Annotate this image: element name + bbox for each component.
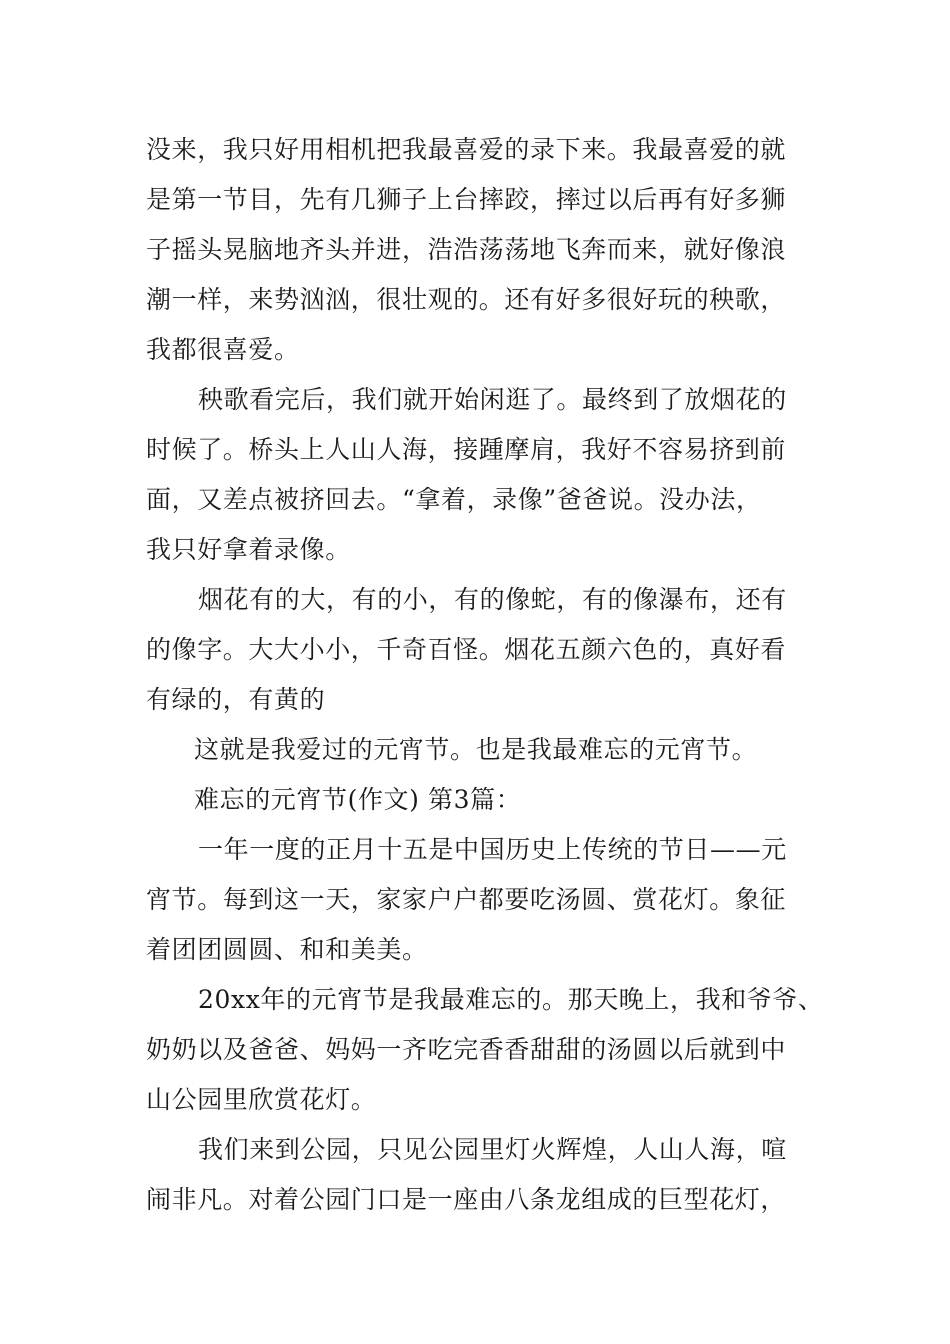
text-line: 我都很喜爱。 [146,335,300,364]
text-line: 我只好拿着录像。 [146,535,351,564]
text-line: 子摇头晃脑地齐头并进，浩浩荡荡地飞奔而来，就好像浪 [146,235,787,264]
text-line: 着团团圆圆、和和美美。 [146,935,428,964]
paragraph-start-line: 我们来到公园，只见公园里灯火辉煌，人山人海，喧 [198,1135,787,1164]
text-line: 时候了。桥头上人山人海，接踵摩肩，我好不容易挤到前 [146,435,787,464]
text-line: 是第一节目，先有几狮子上台摔跤，摔过以后再有好多狮 [146,185,787,214]
paragraph-start-line: 20xx年的元宵节是我最难忘的。那天晚上，我和爷爷、 [198,985,824,1014]
paragraph-start-line: 烟花有的大，有的小，有的像蛇，有的像瀑布，还有 [198,585,787,614]
text-line: 山公园里欣赏花灯。 [146,1085,377,1114]
text-line: 面，又差点被挤回去。“拿着，录像”爸爸说。没办法， [146,485,762,514]
text-line: 宵节。每到这一天，家家户户都要吃汤圆、赏花灯。象征 [146,885,787,914]
text-line: 奶奶以及爸爸、妈妈一齐吃完香香甜甜的汤圆以后就到中 [146,1035,787,1064]
paragraph-start-line: 这就是我爱过的元宵节。也是我最难忘的元宵节。 [194,735,758,764]
paragraph-start-line: 秧歌看完后，我们就开始闲逛了。最终到了放烟花的 [198,385,787,414]
text-line: 闹非凡。对着公园门口是一座由八条龙组成的巨型花灯， [146,1185,787,1214]
text-line: 潮一样，来势汹汹，很壮观的。还有好多很好玩的秧歌， [146,285,787,314]
section-heading: 难忘的元宵节(作文) 第3篇： [194,785,522,814]
text-line: 的像字。大大小小，千奇百怪。烟花五颜六色的，真好看 [146,635,787,664]
text-line: 有绿的，有黄的 [146,685,326,714]
text-line: 没来，我只好用相机把我最喜爱的录下来。我最喜爱的就 [146,135,787,164]
paragraph-start-line: 一年一度的正月十五是中国历史上传统的节日——元 [198,835,787,864]
